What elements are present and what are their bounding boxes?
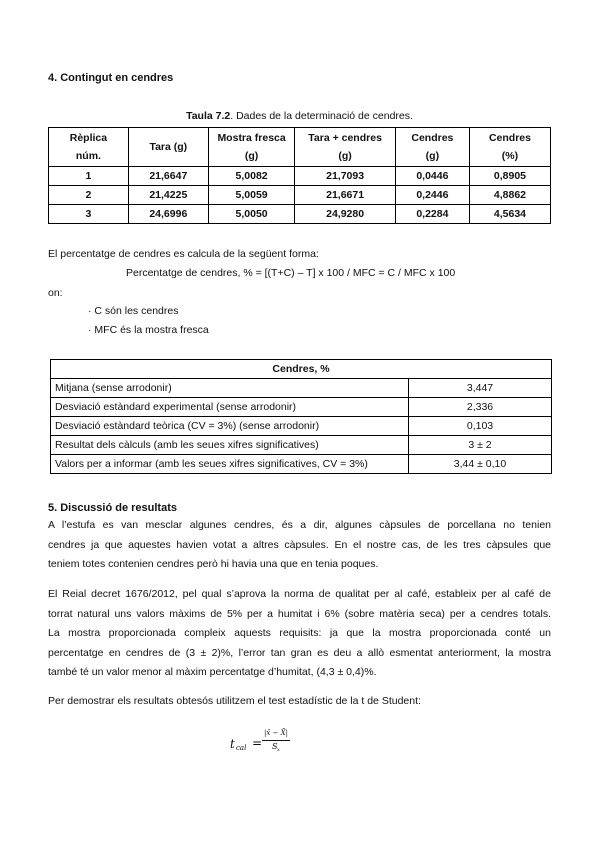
cell: 0,2284: [395, 205, 469, 224]
cell: 4,8862: [469, 186, 550, 205]
table-row: [51, 398, 552, 417]
formula-denominator-sub: x: [277, 747, 280, 753]
paragraph-line: El Reial decret 1676/2012, pel qual s’aprova la norma de qualitat per al café, estableix per al café de: [48, 588, 551, 600]
discussion-paragraph-2: [48, 585, 551, 683]
header-cendres-g: Cendres (g): [395, 128, 469, 167]
fraction-bar: [262, 740, 290, 741]
row-label: Mitjana (sense arrodonir): [51, 379, 409, 398]
row-label: Desviació estàndard teòrica (CV = 3%) (sense arrodonir): [51, 417, 409, 436]
cell: 0,0446: [395, 167, 469, 186]
ash-data-table: [48, 127, 551, 224]
formula-denominator: S: [272, 742, 278, 751]
table-row: [49, 205, 551, 224]
header-tara: Tara (g): [128, 128, 208, 167]
row-value: 3,44 ± 0,10: [409, 455, 552, 474]
row-value: 2,336: [409, 398, 552, 417]
formula-equals: =: [252, 736, 263, 750]
calc-intro: El percentatge de cendres es calcula de la següent forma:: [48, 248, 319, 260]
table-row: [49, 186, 551, 205]
paragraph-line: La mostra proporcionada compleix aquests requisits: ja que la mostra proporcionada conté un: [48, 627, 551, 639]
table-header-row: [49, 128, 551, 167]
paragraph-line: també té un valor menor al màxim percentatge d’humitat, (4,3 ± 0,4)%.: [48, 666, 377, 678]
table-row: [51, 417, 552, 436]
results-header-row: [51, 360, 552, 379]
cell: 5,0050: [208, 205, 295, 224]
ash-results-table: [50, 359, 552, 474]
paragraph-line: teniem totes contenien cendres però hi havia una que en tenia poques.: [48, 558, 379, 570]
cell: 24,6996: [128, 205, 208, 224]
formula-t-sub: cal: [236, 744, 247, 752]
row-value: 3 ± 2: [409, 436, 552, 455]
legend-item-c: · C són les cendres: [88, 305, 179, 317]
cell: 21,6647: [128, 167, 208, 186]
calc-on: on:: [48, 287, 63, 299]
formula-numerator: |x̄ − X̄|: [264, 729, 288, 737]
cell: 21,4225: [128, 186, 208, 205]
cell: 5,0059: [208, 186, 295, 205]
table-row: [51, 379, 552, 398]
header-replica: Rèplica núm.: [49, 128, 129, 167]
discussion-paragraph-3: Per demostrar els resultats obtesós utilitzem el test estadístic de la t de Student:: [48, 695, 421, 707]
cell: 3: [49, 205, 129, 224]
cell: 24,9280: [295, 205, 395, 224]
legend-item-mfc: · MFC és la mostra fresca: [88, 324, 209, 336]
paragraph-line: torrat natural uns valors màxims de 5% per a humitat i 6% (sobre matèria seca) per a cendres totals.: [48, 607, 551, 620]
table-row: [49, 167, 551, 186]
row-label: Valors per a informar (amb les seues xifres significatives, CV = 3%): [51, 455, 409, 474]
section-5-title: 5. Discussió de resultats: [48, 502, 177, 514]
cell: 2: [49, 186, 129, 205]
cell: 21,6671: [295, 186, 395, 205]
header-tara-cendres: Tara + cendres (g): [295, 128, 395, 167]
cell: 0,2446: [395, 186, 469, 205]
row-label: Desviació estàndard experimental (sense arrodonir): [51, 398, 409, 417]
paragraph-line: cendres ja que aquestes havien votat a altres càpsules. En el nostre cas, de les tres càpsules que: [48, 538, 551, 551]
paragraph-line: A l’estufa es van mesclar algunes cendres, és a dir, algunes càpsules de porcellana no tenien: [48, 519, 551, 531]
caption-text: . Dades de la determinació de cendres.: [230, 110, 413, 122]
cell: 0,8905: [469, 167, 550, 186]
paragraph-line: percentatge en cendres de (3 ± 2)%, l’error tan gran es deu a allò esmentat anteriorment, la mostra: [48, 646, 551, 659]
row-value: 0,103: [409, 417, 552, 436]
cell: 4,5634: [469, 205, 550, 224]
table-row: [51, 436, 552, 455]
caption-label: Taula 7.2: [186, 110, 231, 122]
table-caption: [48, 110, 551, 122]
header-cendres-pct: Cendres (%): [469, 128, 550, 167]
section-4-title: 4. Contingut en cendres: [48, 72, 174, 84]
formula-t: t: [230, 737, 235, 751]
discussion-paragraph-1: [48, 516, 551, 575]
cell: 1: [49, 167, 129, 186]
calc-formula: Percentatge de cendres, % = [(T+C) – T] x 100 / MFC = C / MFC x 100: [126, 267, 456, 279]
cell: 21,7093: [295, 167, 395, 186]
cell: 5,0082: [208, 167, 295, 186]
table-row: [51, 455, 552, 474]
header-mostra-fresca: Mostra fresca (g): [208, 128, 295, 167]
row-value: 3,447: [409, 379, 552, 398]
results-header: Cendres, %: [51, 360, 552, 379]
row-label: Resultat dels càlculs (amb les seues xifres significatives): [51, 436, 409, 455]
student-t-formula: [228, 727, 308, 767]
